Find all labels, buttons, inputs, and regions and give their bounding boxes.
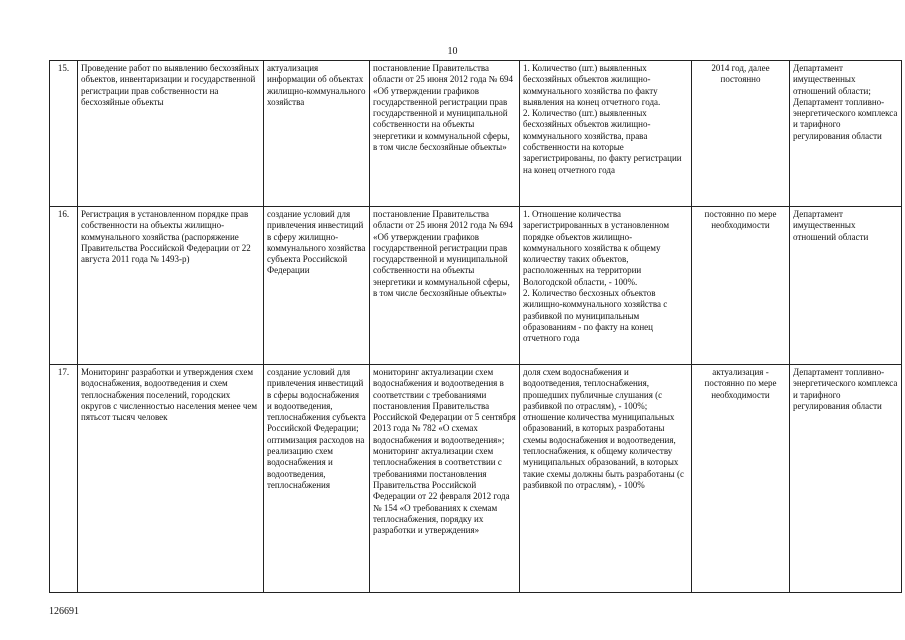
goal-cell: создание условий для привлечения инвестиций в сферы водоснабжения и водоотведения, теплоснабжения субъекта Российской Федерации; оптимизация расходов на реализацию схем водоснабжения и водоотведения, теплоснабжения — [264, 365, 370, 593]
indicators-cell — [520, 61, 692, 207]
term-cell: актуализация - постоянно по мере необходимости — [692, 365, 790, 593]
indicators-cell — [520, 207, 692, 365]
row-number: 16. — [50, 207, 78, 365]
row-number: 15. — [50, 61, 78, 207]
basis-cell: постановление Правительства области от 25 июня 2012 года № 694 «Об утверждении графиков государственной регистрации прав государственной и муниципальной собственности на объекты энергетики и коммунальной сферы, в том числе бесхозяйные объекты» — [370, 61, 520, 207]
indicator-item: 2. Количество (шт.) выявленных бесхозяйных объектов жилищно-коммунального хозяйства, права собственности на которые зарегистрированы, по факту регистрации на конец отчетного года — [523, 108, 682, 175]
executor-cell: Департамент топливно-энергетического комплекса и тарифного регулирования области — [790, 365, 902, 593]
table-row — [50, 61, 902, 207]
measures-table — [49, 60, 902, 593]
activity-cell: Мониторинг разработки и утверждения схем водоснабжения, водоотведения и схем теплоснабжения поселений, городских округов с численностью населения менее чем пятьсот тысяч человек — [78, 365, 264, 593]
executor-cell: Департамент имущественных отношений области — [790, 207, 902, 365]
row-number: 17. — [50, 365, 78, 593]
basis-cell: мониторинг актуализации схем водоснабжения и водоотведения в соответствии с требованиями постановления Правительства Российской Федерации от 5 сентября 2013 года № 782 «О схемах водоснабжения и водоотведения»; мониторинг актуализации схем теплоснабжения в соответствии с требованиями постановления Правительства Российской Федерации от 22 февраля 2012 года № 154 «О требованиях к схемам теплоснабжения, порядку их разработки и утверждения» — [370, 365, 520, 593]
indicator-item: 2. Количество бесхозных объектов жилищно-коммунального хозяйства с разбивкой по муниципальным образованиям - по факту на конец отчетного года — [523, 288, 668, 344]
term-cell: 2014 год, далее постоянно — [692, 61, 790, 207]
document-code: 126691 — [49, 606, 79, 617]
goal-cell: создание условий для привлечения инвестиций в сферу жилищно-коммунального хозяйства субъекта Российской Федерации — [264, 207, 370, 365]
activity-cell: Регистрация в установленном порядке прав собственности на объекты жилищно-коммунального хозяйства (распоряжение Правительства Российской Федерации от 22 августа 2011 года № 1493-р) — [78, 207, 264, 365]
indicator-item: доля схем водоснабжения и водоотведения, теплоснабжения, прошедших публичные слушания (с разбивкой по отраслям), - 100%; отношение количества муниципальных образований, в которых разработаны схемы водоснабжения и водоотведения, теплоснабжения, к общему количеству муниципальных образований, в которых такие схемы должны быть разработаны (с разбивкой по отраслям), - 100% — [523, 367, 684, 490]
activity-cell: Проведение работ по выявлению бесхозяйных объектов, инвентаризации и государственной регистрации прав собственности на бесхозяйные объекты — [78, 61, 264, 207]
basis-cell: постановление Правительства области от 25 июня 2012 года № 694 «Об утверждении графиков государственной регистрации прав государственной и муниципальной собственности на объекты энергетики и коммунальной сферы, в том числе бесхозяйные объекты» — [370, 207, 520, 365]
goal-cell: актуализация информации об объектах жилищно-коммунального хозяйства — [264, 61, 370, 207]
executor-cell: Департамент имущественных отношений области; Департамент топливно-энергетического комплекса и тарифного регулирования области — [790, 61, 902, 207]
term-cell: постоянно по мере необходимости — [692, 207, 790, 365]
indicator-item: 1. Количество (шт.) выявленных бесхозяйных объектов жилищно-коммунального хозяйства по факту выявления на конец отчетного года. — [523, 63, 661, 107]
indicator-item: 1. Отношение количества зарегистрированных в установленном порядке объектов жилищно-коммунального хозяйства к общему количеству таких объектов, расположенных на территории Вологодской области, - 100%. — [523, 209, 670, 287]
table-row — [50, 207, 902, 365]
indicators-cell — [520, 365, 692, 593]
table-row — [50, 365, 902, 593]
page-number: 10 — [447, 46, 458, 57]
